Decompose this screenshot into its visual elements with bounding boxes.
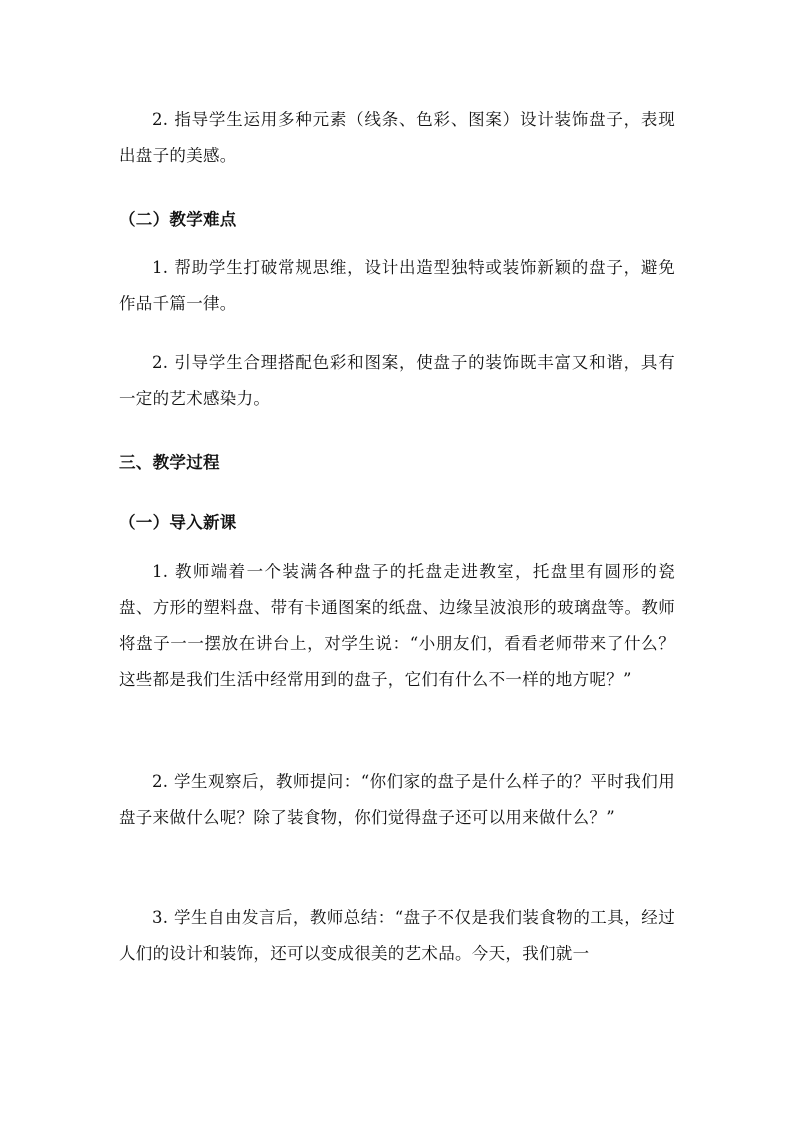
- heading-teaching-process: 三、教学过程: [119, 453, 220, 472]
- paragraph-intro-3: 3. 学生自由发言后，教师总结：“盘子不仅是我们装食物的工具，经过人们的设计和装饰，还可以变成很美的艺术品。今天，我们就一: [119, 908, 675, 963]
- paragraph-objective-2: 2. 指导学生运用多种元素（线条、色彩、图案）设计装饰盘子，表现出盘子的美感。: [119, 110, 675, 165]
- heading-teaching-difficulties: （二）教学难点: [119, 210, 237, 229]
- heading-introduction: （一）导入新课: [119, 513, 237, 532]
- paragraph-difficulty-2: 2. 引导学生合理搭配色彩和图案，使盘子的装饰既丰富又和谐，具有一定的艺术感染力。: [119, 353, 675, 408]
- paragraph-difficulty-1: 1. 帮助学生打破常规思维，设计出造型独特或装饰新颖的盘子，避免作品千篇一律。: [119, 258, 675, 313]
- paragraph-intro-1: 1. 教师端着一个装满各种盘子的托盘走进教室，托盘里有圆形的瓷盘、方形的塑料盘、带有卡通图案的纸盘、边缘呈波浪形的玻璃盘等。教师将盘子一一摆放在讲台上，对学生说：“小朋友们，看看老师带来了什么？这些都是我们生活中经常用到的盘子，它们有什么不一样的地方呢？”: [119, 562, 675, 689]
- paragraph-intro-2: 2. 学生观察后，教师提问：“你们家的盘子是什么样子的？平时我们用盘子来做什么呢？除了装食物，你们觉得盘子还可以用来做什么？”: [119, 772, 675, 827]
